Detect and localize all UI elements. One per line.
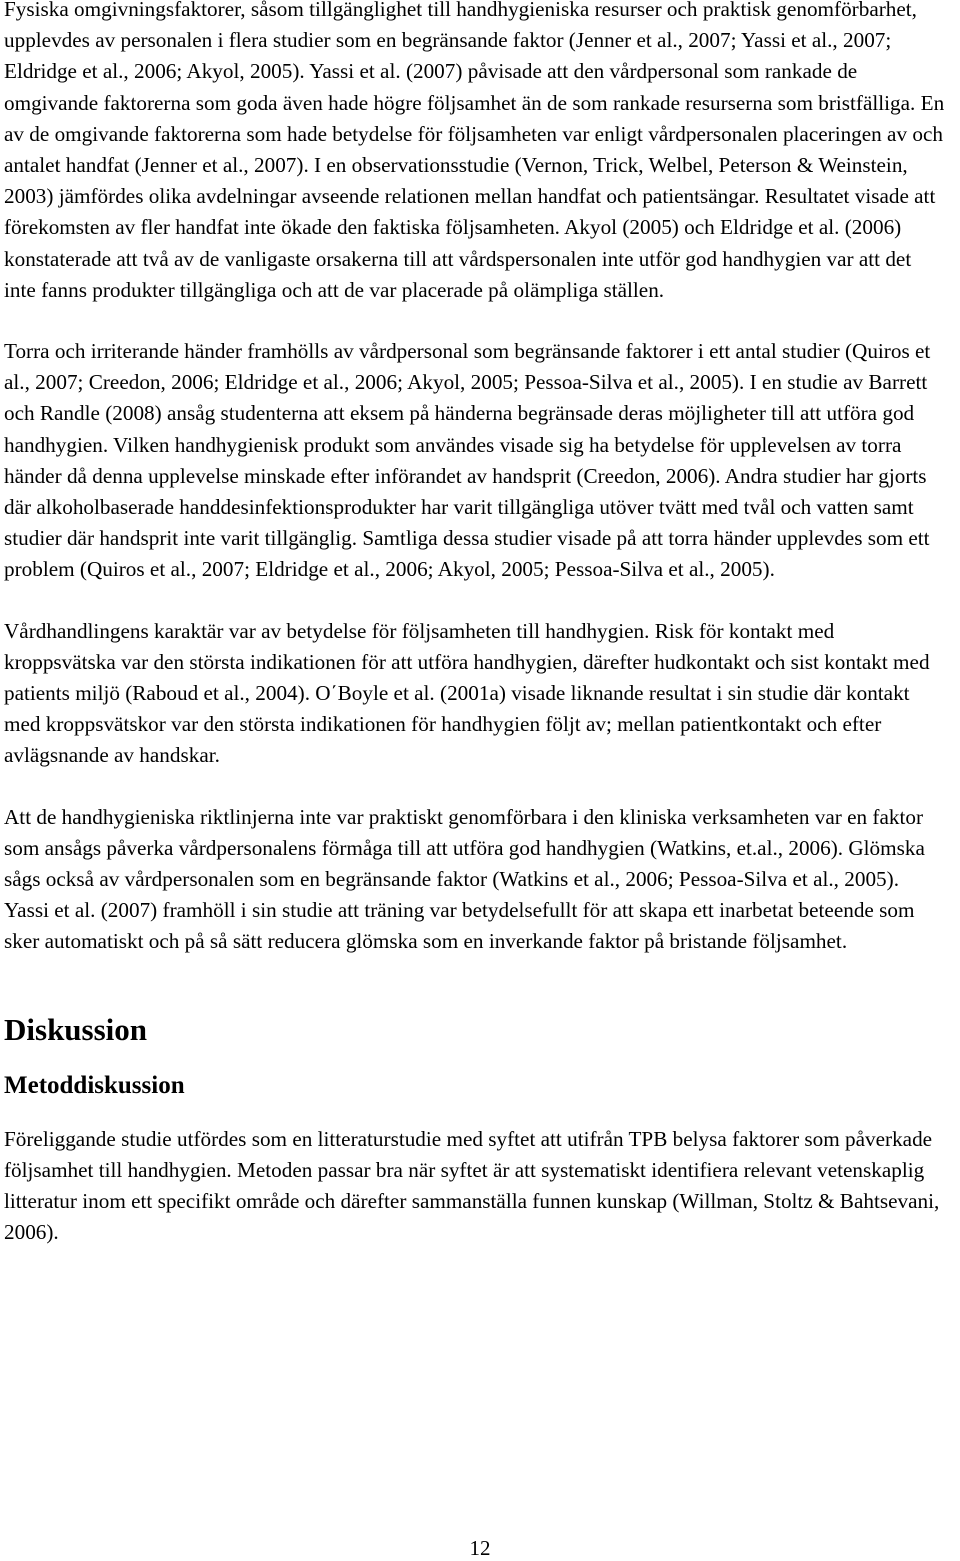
document-page xyxy=(4,0,948,1249)
paragraph-guidelines: Att de handhygieniska riktlinjerna inte var praktiskt genomförbara i den kliniska verksamheten var en faktor som ansågs påverka vårdpersonalens förmåga till att utföra god handhygien (Watkins, et.al., 2006). Glömska sågs också av vårdpersonalen som en begränsande faktor (Watkins et al., 2006; Pessoa-Silva et al., 2005). Yassi et al. (2007) framhöll i sin studie att träning var betydelsefullt för att skapa ett inarbetat beteende som sker automatiskt och på så sätt reducera glömska som en inverkande faktor på bristande följsamhet. xyxy=(4,804,925,954)
heading-discussion: Diskussion xyxy=(4,1011,148,1047)
heading-method-discussion: Metoddiskussion xyxy=(4,1071,185,1099)
paragraph-method: Föreliggande studie utfördes som en litteraturstudie med syftet att utifrån TPB belysa faktorer som påverkade följsamhet till handhygien. Metoden passar bra när syftet är att systematiskt identifiera relevant vetenskaplig litteratur inom ett specifikt område och därefter sammanställa funnen kunskap (Willman, Stoltz & Bahtsevani, 2006). xyxy=(4,1126,940,1245)
paragraph-physical-environment: Fysiska omgivningsfaktorer, såsom tillgänglighet till handhygieniska resurser och praktisk genomförbarhet, upplevdes av personalen i flera studier som en begränsande faktor (Jenner et al., 2007; Yassi et al., 2007; Eldridge et al., 2006; Akyol, 2005). Yassi et al. (2007) påvisade att den vårdpersonal som rankade de omgivande faktorerna som goda även hade högre följsamhet än de som rankade resurserna som bristfälliga. En av de omgivande faktorerna som hade betydelse för följsamheten var enligt vårdpersonalen placeringen av och antalet handfat (Jenner et al., 2007). I en observationsstudie (Vernon, Trick, Welbel, Peterson & Weinstein, 2003) jämfördes olika avdelningar avseende relationen mellan handfat och patientsängar. Resultatet visade att förekomsten av fler handfat inte ökade den faktiska följsamheten. Akyol (2005) och Eldridge et al. (2006) konstaterade att två av de vanligaste orsakerna till att vårdspersonalen inte utför god handhygien var att det inte fanns produkter tillgängliga och att de var placerade på olämpliga ställen. xyxy=(4,0,945,302)
paragraph-dry-hands: Torra och irriterande händer framhölls av vårdpersonal som begränsande faktorer i ett antal studier (Quiros et al., 2007; Creedon, 2006; Eldridge et al., 2006; Akyol, 2005; Pessoa-Silva et al., 2005). I en studie av Barrett och Randle (2008) ansåg studenterna att eksem på händerna begränsade deras möjligheter till att utföra god handhygien. Vilken handhygienisk produkt som användes visade sig ha betydelse för upplevelsen av torra händer då denna upplevelse minskade efter införandet av handsprit (Creedon, 2006). Andra studier har gjorts där alkoholbaserade handdesinfektionsprodukter har varit tillgängliga utöver tvätt med tvål och vatten samt studier där handsprit inte varit tillgänglig. Samtliga dessa studier visade på att torra händer upplevdes som ett problem (Quiros et al., 2007; Eldridge et al., 2006; Akyol, 2005; Pessoa-Silva et al., 2005). xyxy=(4,339,931,582)
page-number: 12 xyxy=(469,1536,491,1560)
paragraph-care-action: Vårdhandlingens karaktär var av betydelse för följsamheten till handhygien. Risk för kontakt med kroppsvätska var den största indikationen för att utföra handhygien, därefter hudkontakt och sist kontakt med patients miljö (Raboud et al., 2004). O΄Boyle et al. (2001a) visade liknande resultat i sin studie där kontakt med kroppsvätskor var den största indikationen för handhygien följt av; mellan patientkontakt och efter avlägsnande av handskar. xyxy=(4,618,930,768)
